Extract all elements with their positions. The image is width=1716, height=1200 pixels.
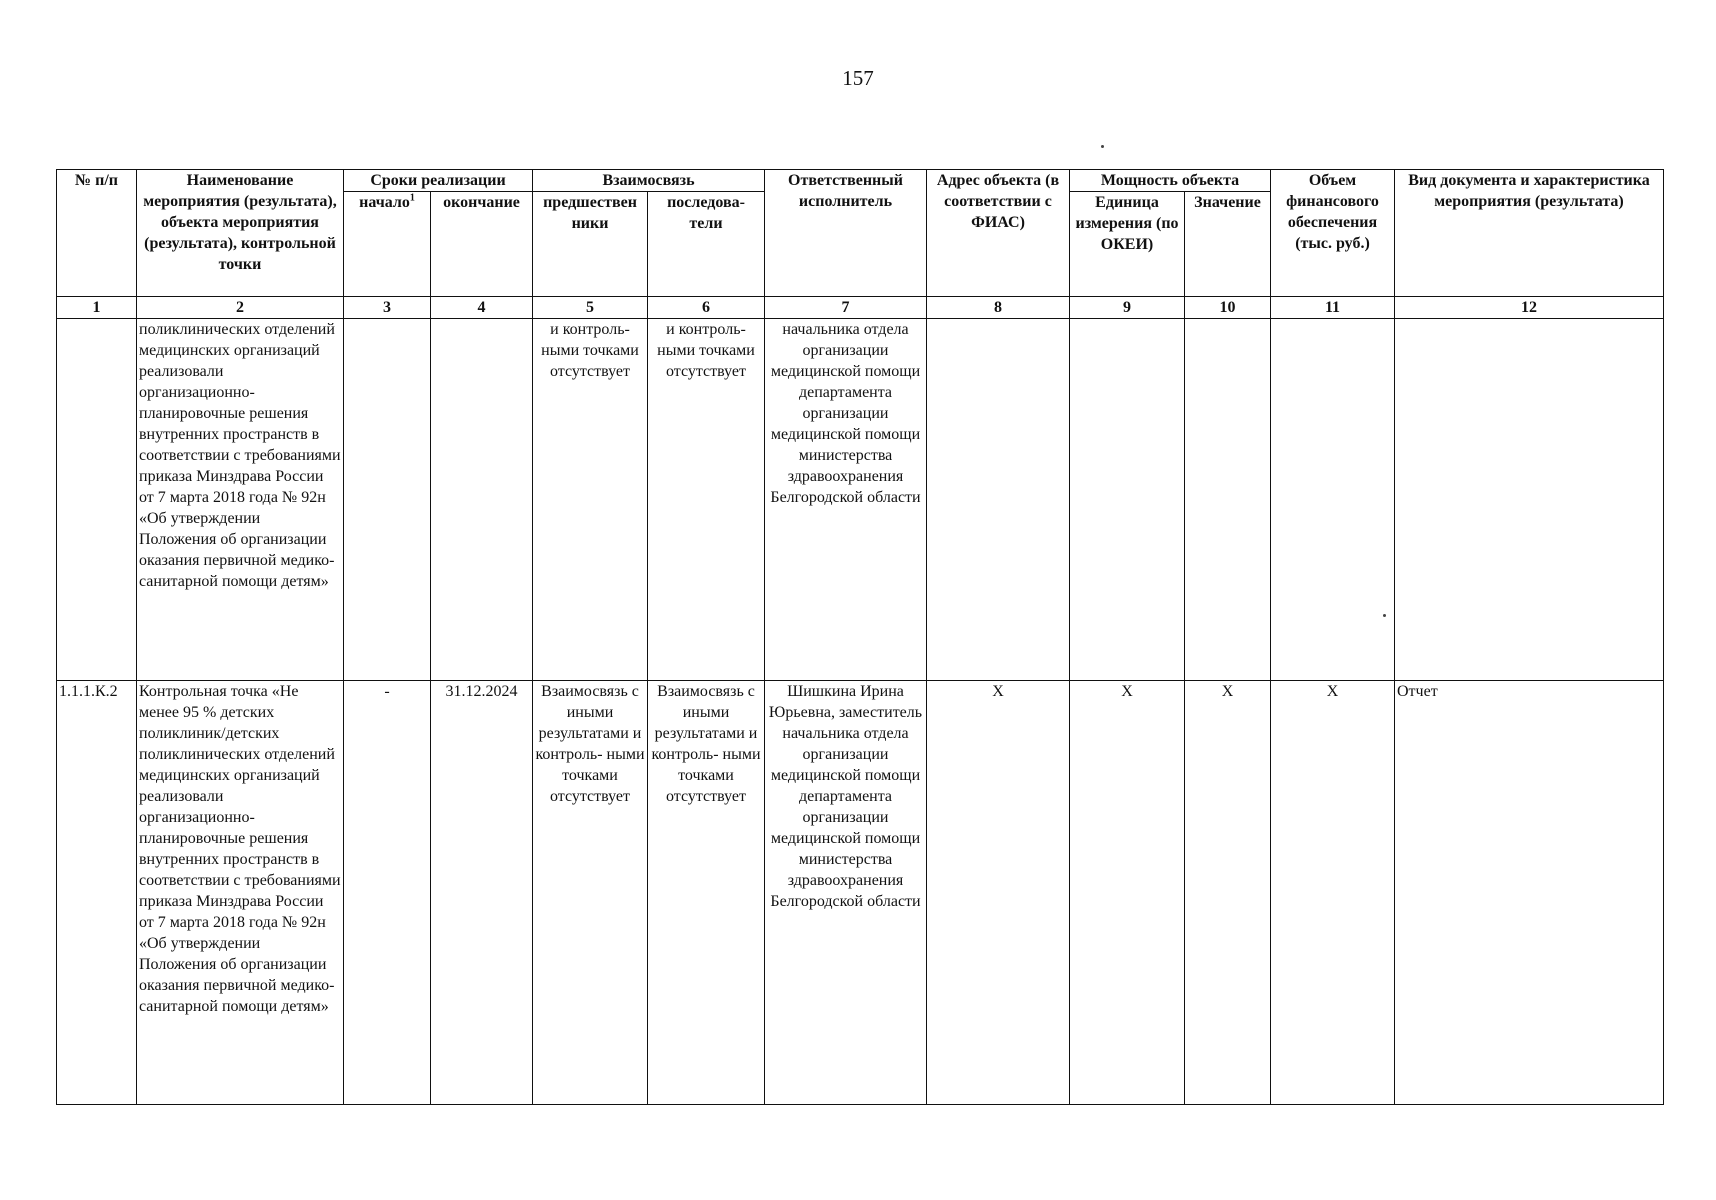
- row-unit: Х: [1070, 681, 1185, 1105]
- col-number: 6: [648, 297, 765, 319]
- row-successors: и контроль- ными точками отсутствует: [648, 319, 765, 681]
- col-number: 8: [927, 297, 1070, 319]
- header-finance: Объем финансового обеспечения (тыс. руб.): [1271, 170, 1395, 297]
- col-number: 12: [1395, 297, 1664, 319]
- header-end: окончание: [431, 192, 533, 297]
- row-start: [344, 319, 431, 681]
- page-number: 157: [842, 66, 874, 90]
- header-relation: Взаимосвязь: [533, 170, 765, 192]
- header-successors: последова- тели: [648, 192, 765, 297]
- row-doc: [1395, 319, 1664, 681]
- row-name: Контрольная точка «Не менее 95 % детских поликлиник/детских поликлинических отделений медицинских организаций реализовали организационно-планировочные решения внутренних пространств в соответствии с требованиями приказа Минздрава России от 7 марта 2018 года № 92н «Об утверждении Положения об организации оказания первичной медико-санитарной помощи детям»: [137, 681, 344, 1105]
- row-executor: Шишкина Ирина Юрьевна, заместитель начальника отдела организации медицинской помощи департамента организации медицинской помощи министерства здравоохранения Белгородской области: [765, 681, 927, 1105]
- row-num: 1.1.1.К.2: [57, 681, 137, 1105]
- row-value: Х: [1185, 681, 1271, 1105]
- row-predecessors: Взаимосвязь с иными результатами и контроль- ными точками отсутствует: [533, 681, 648, 1105]
- header-unit: Единица измерения (по ОКЕИ): [1070, 192, 1185, 297]
- col-number: 10: [1185, 297, 1271, 319]
- table-row: [57, 681, 1664, 1105]
- row-predecessors: и контроль- ными точками отсутствует: [533, 319, 648, 681]
- row-num: [57, 319, 137, 681]
- column-number-row: [57, 297, 1664, 319]
- row-end: [431, 319, 533, 681]
- row-doc: Отчет: [1395, 681, 1664, 1105]
- row-finance: Х: [1271, 681, 1395, 1105]
- header-predecessors: предшествен ники: [533, 192, 648, 297]
- row-end: 31.12.2024: [431, 681, 533, 1105]
- header-value: Значение: [1185, 192, 1271, 297]
- row-address: [927, 319, 1070, 681]
- header-doc: Вид документа и характеристика мероприятия (результата): [1395, 170, 1664, 297]
- table-row: [57, 319, 1664, 681]
- header-num: № п/п: [57, 170, 137, 297]
- activity-table: [56, 169, 1664, 1105]
- col-number: 5: [533, 297, 648, 319]
- col-number: 3: [344, 297, 431, 319]
- header-capacity: Мощность объекта: [1070, 170, 1271, 192]
- row-finance: [1271, 319, 1395, 681]
- row-unit: [1070, 319, 1185, 681]
- row-value: [1185, 319, 1271, 681]
- row-start: -: [344, 681, 431, 1105]
- header-terms: Сроки реализации: [344, 170, 533, 192]
- col-number: 9: [1070, 297, 1185, 319]
- header-executor: Ответственный исполнитель: [765, 170, 927, 297]
- header-row-1: [57, 170, 1664, 192]
- header-address: Адрес объекта (в соответствии с ФИАС): [927, 170, 1070, 297]
- col-number: 4: [431, 297, 533, 319]
- col-number: 2: [137, 297, 344, 319]
- row-address: Х: [927, 681, 1070, 1105]
- row-executor: начальника отдела организации медицинской помощи департамента организации медицинской помощи министерства здравоохранения Белгородской области: [765, 319, 927, 681]
- col-number: 11: [1271, 297, 1395, 319]
- col-number: 7: [765, 297, 927, 319]
- header-name: Наименование мероприятия (результата), объекта мероприятия (результата), контрольной точки: [137, 170, 344, 297]
- scan-speck: [1101, 145, 1104, 148]
- header-start: начало$^1$: [344, 192, 431, 297]
- row-successors: Взаимосвязь с иными результатами и контроль- ными точками отсутствует: [648, 681, 765, 1105]
- row-name: поликлинических отделений медицинских организаций реализовали организационно-планировочные решения внутренних пространств в соответствии с требованиями приказа Минздрава России от 7 марта 2018 года № 92н «Об утверждении Положения об организации оказания первичной медико-санитарной помощи детям»: [137, 319, 344, 681]
- col-number: 1: [57, 297, 137, 319]
